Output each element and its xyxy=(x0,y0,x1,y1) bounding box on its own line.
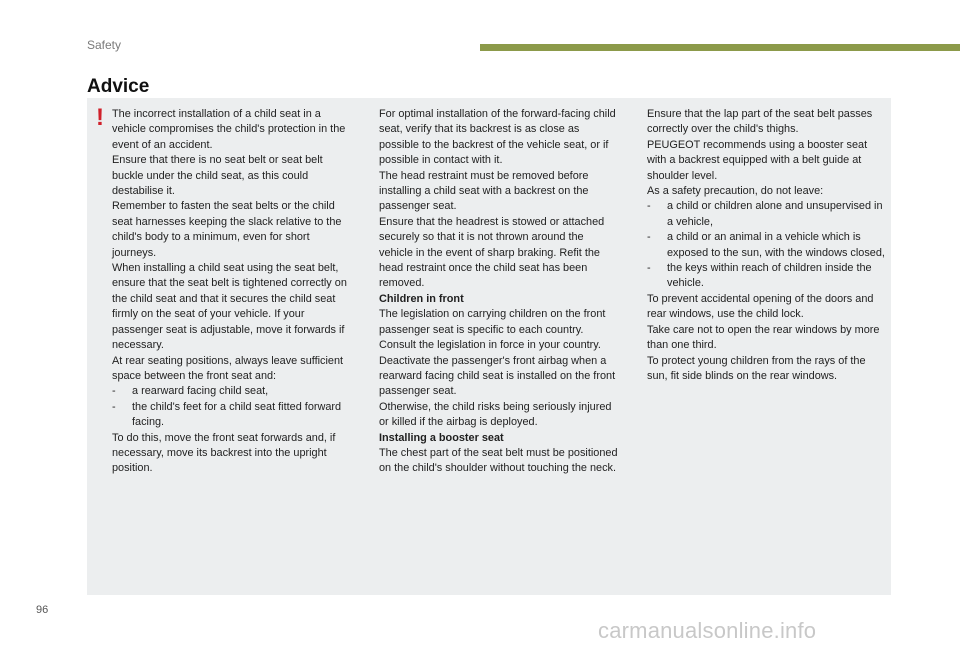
paragraph: Otherwise, the child risks being seriously injured or killed if the airbag is deployed. xyxy=(379,400,612,429)
dash-text: a child or children alone and unsupervised in a vehicle, xyxy=(667,200,883,228)
page-title: Advice xyxy=(87,76,150,97)
dash-marker: - xyxy=(647,262,651,275)
header-accent-bar xyxy=(480,44,960,51)
paragraph: The chest part of the seat belt must be positioned on the child's shoulder without touching the neck. xyxy=(379,446,618,475)
paragraph: At rear seating positions, always leave sufficient space between the front seat and: xyxy=(112,354,344,382)
site-watermark: carmanualsonline.info xyxy=(598,618,817,643)
paragraph: When installing a child seat using the seat belt, ensure that the seat belt is tightened correctly on the child seat and that it secures the child seat firmly on the seat of your vehicle. If your passenger seat is adjustable, move it forwards if necessary. xyxy=(112,262,347,352)
subheading: Children in front xyxy=(379,292,464,305)
dash-text: a rearward facing child seat, xyxy=(132,385,269,398)
paragraph: As a safety precaution, do not leave: xyxy=(647,185,824,198)
paragraph: To do this, move the front seat forwards and, if necessary, move its backrest into the upright position. xyxy=(112,431,336,475)
paragraph: For optimal installation of the forward-facing child seat, verify that its backrest is as close as possible to the backrest of the vehicle seat, or if possible in contact with it. xyxy=(379,108,616,167)
dash-list-item xyxy=(647,199,887,230)
paragraph: Remember to fasten the seat belts or the child seat harnesses keeping the slack relative to the child's body to a minimum, even for short journeys. xyxy=(112,200,342,259)
advice-column-3 xyxy=(647,107,887,384)
page-number: 96 xyxy=(36,604,49,616)
dash-text: a child or an animal in a vehicle which is exposed to the sun, with the windows closed, xyxy=(667,231,885,259)
dash-marker: - xyxy=(647,200,651,213)
paragraph: PEUGEOT recommends using a booster seat with a backrest equipped with a belt guide at shoulder level. xyxy=(647,138,868,182)
paragraph: To protect young children from the rays of the sun, fit side blinds on the rear windows. xyxy=(647,354,866,382)
paragraph: Deactivate the passenger's front airbag when a rearward facing child seat is installed on the front passenger seat. xyxy=(379,354,616,398)
dash-text: the child's feet for a child seat fitted forward facing. xyxy=(132,400,342,429)
advice-column-1 xyxy=(112,107,352,477)
dash-list-item xyxy=(647,261,887,292)
paragraph: The incorrect installation of a child seat in a vehicle compromises the child's protection in the event of an accident. xyxy=(112,108,346,151)
paragraph: Ensure that the headrest is stowed or attached securely so that it is not thrown around the vehicle in the event of sharp braking. Refit the head restraint once the child seat has been removed. xyxy=(379,215,605,290)
dash-marker: - xyxy=(112,400,116,413)
paragraph: Take care not to open the rear windows by more than one third. xyxy=(647,323,880,352)
advice-column-2 xyxy=(379,107,619,477)
paragraph: The legislation on carrying children on the front passenger seat is specific to each country. Consult the legislation in force in your country. xyxy=(379,308,606,352)
dash-list-item xyxy=(647,230,887,261)
dash-marker: - xyxy=(647,231,651,244)
paragraph: Ensure that the lap part of the seat belt passes correctly over the child's thighs. xyxy=(647,108,873,136)
paragraph: To prevent accidental opening of the doors and rear windows, use the child lock. xyxy=(647,292,874,321)
warning-exclamation-icon: ! xyxy=(96,104,104,131)
paragraph: Ensure that there is no seat belt or seat belt buckle under the child seat, as this could destabilise it. xyxy=(112,154,323,198)
dash-marker: - xyxy=(112,385,116,398)
subheading: Installing a booster seat xyxy=(379,431,504,444)
dash-text: the keys within reach of children inside the vehicle. xyxy=(667,262,872,290)
section-label: Safety xyxy=(87,38,122,52)
dash-list-item xyxy=(112,400,352,431)
dash-list-item xyxy=(112,384,352,399)
paragraph: The head restraint must be removed before installing a child seat with a backrest on the passenger seat. xyxy=(379,169,589,213)
